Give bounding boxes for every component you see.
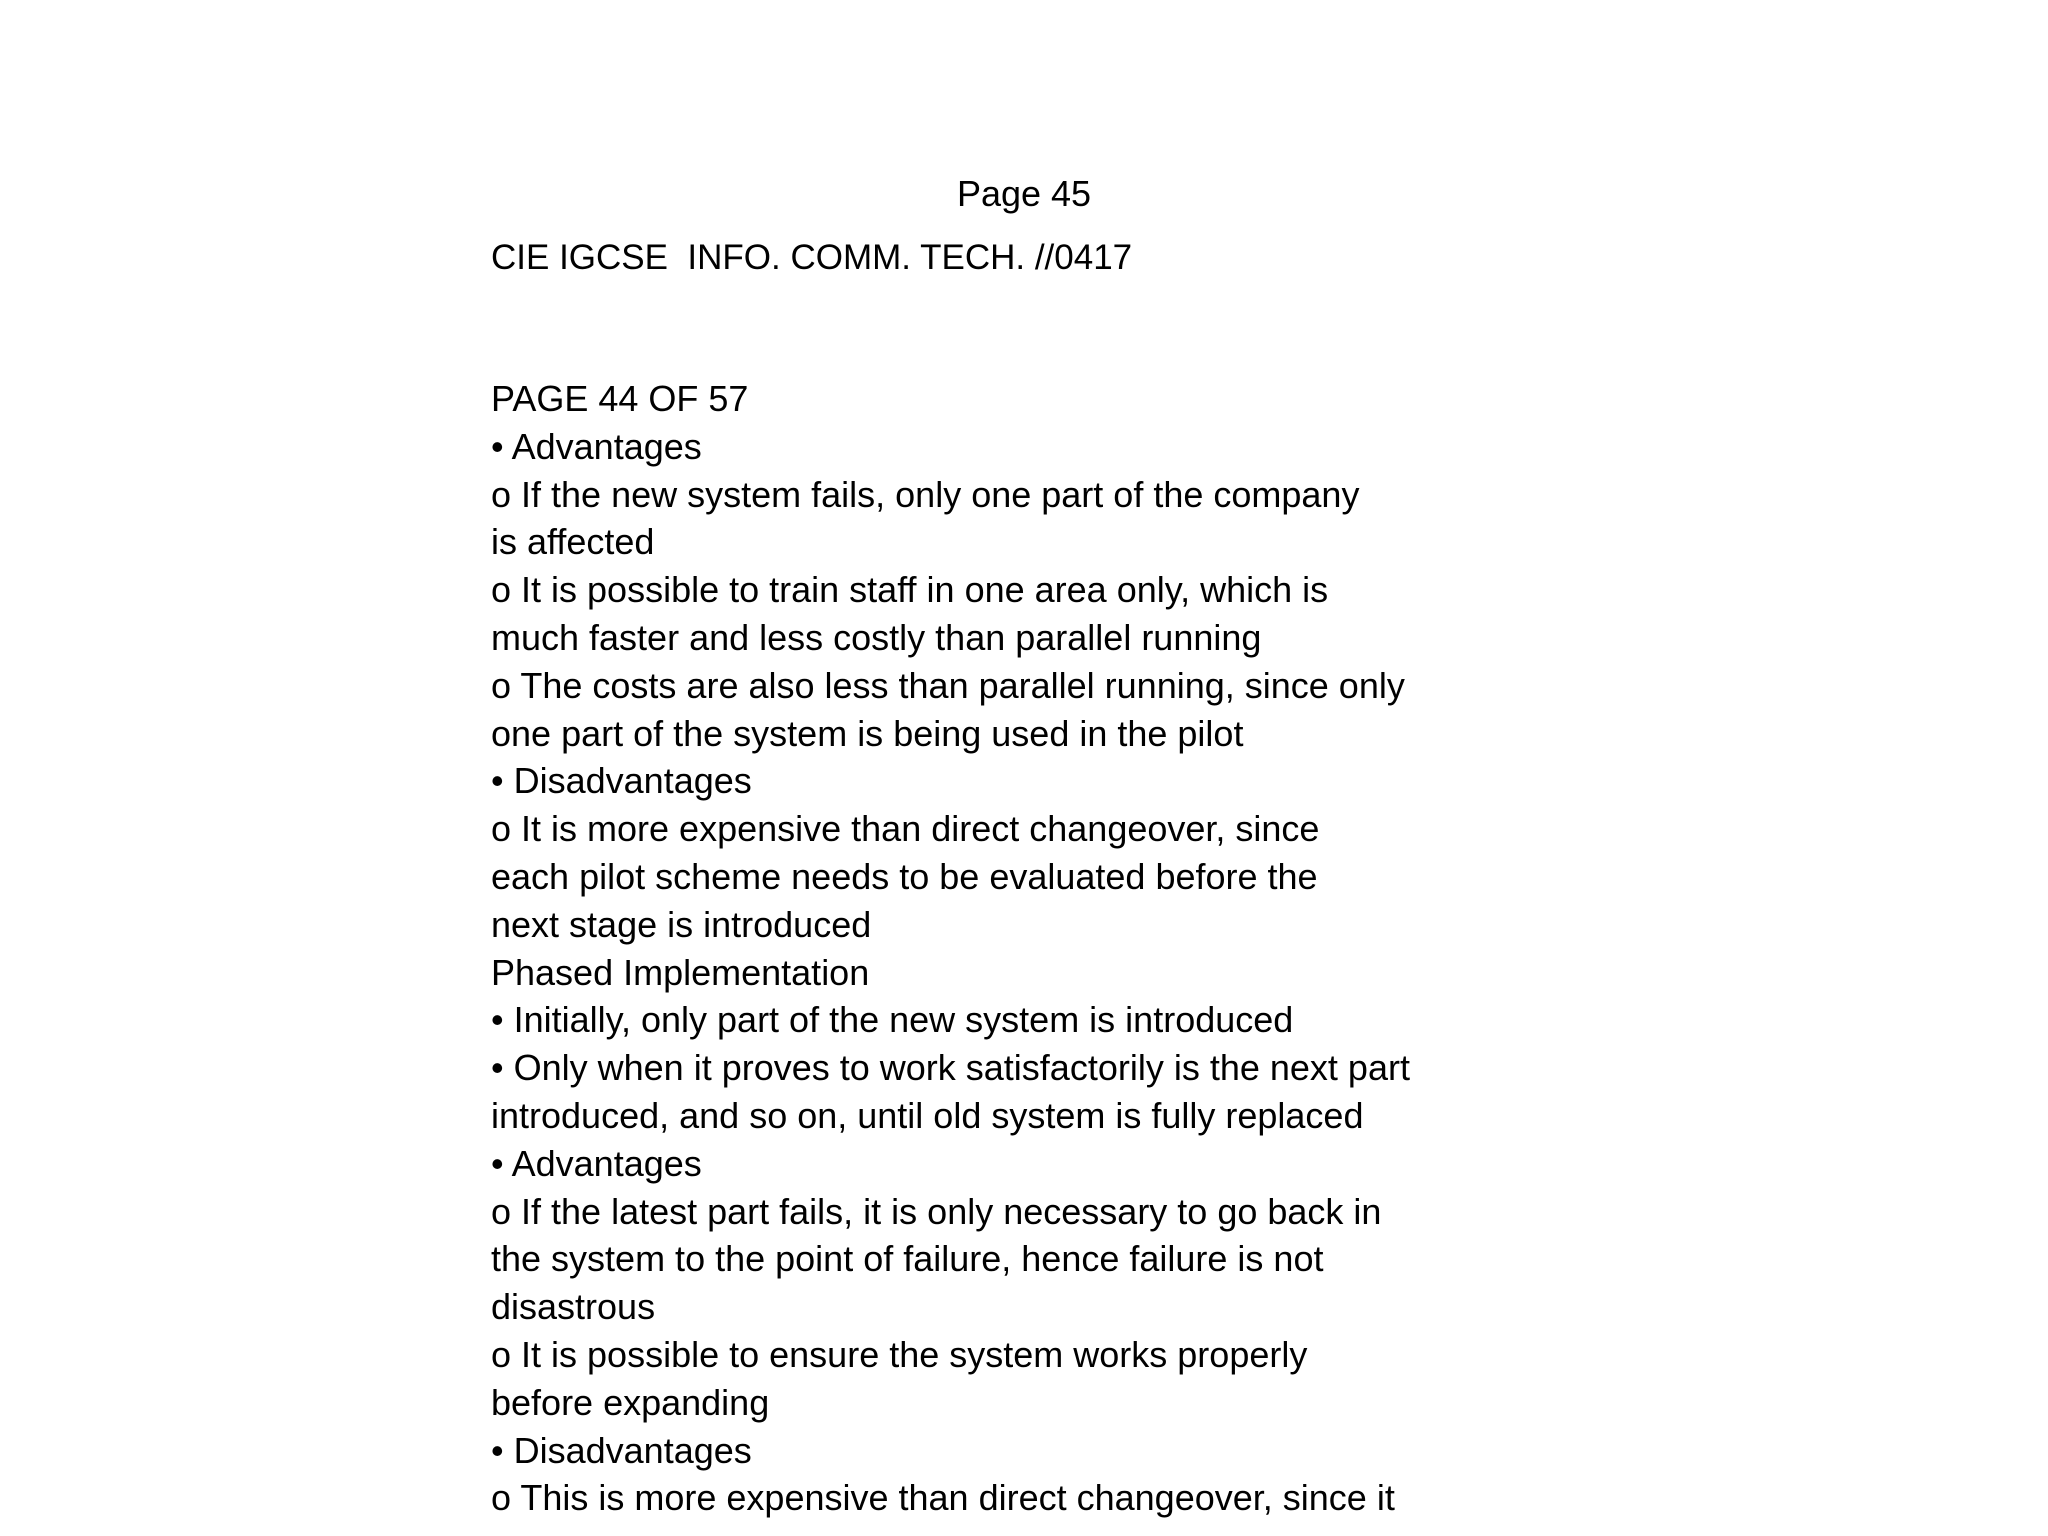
section-heading: Phased Implementation	[491, 951, 870, 993]
text-line: one part of the system is being used in the pilot	[491, 712, 1244, 754]
document-body	[491, 375, 1491, 1522]
text-line: much faster and less costly than parallel running	[491, 616, 1262, 658]
bullet-line: • Only when it proves to work satisfactorily is the next part	[491, 1047, 1410, 1089]
text-line: before expanding	[491, 1381, 770, 1423]
sub-bullet-line: o It is more expensive than direct changeover, since	[491, 808, 1320, 850]
text-line: disastrous	[491, 1286, 656, 1328]
text-line: each pilot scheme needs to be evaluated before the	[491, 855, 1318, 897]
sub-bullet-line: o If the latest part fails, it is only necessary to go back in	[491, 1190, 1382, 1232]
bullet-line: • Initially, only part of the new system is introduced	[491, 999, 1294, 1041]
text-line: next stage is introduced	[491, 903, 872, 945]
text-line: introduced, and so on, until old system is fully replaced	[491, 1094, 1364, 1136]
page-count-line: PAGE 44 OF 57	[491, 378, 749, 419]
bullet-heading: • Advantages	[491, 425, 702, 467]
bullet-heading: • Advantages	[491, 1142, 702, 1184]
bullet-heading: • Disadvantages	[491, 1429, 752, 1471]
sub-bullet-line: o The costs are also less than parallel running, since only	[491, 664, 1405, 706]
bullet-heading: • Disadvantages	[491, 760, 752, 802]
sub-bullet-line: o This is more expensive than direct changeover, since it	[491, 1477, 1395, 1519]
sub-bullet-line: o It is possible to train staff in one area only, which is	[491, 569, 1329, 611]
sub-bullet-line: o It is possible to ensure the system works properly	[491, 1333, 1308, 1375]
text-line: the system to the point of failure, hence failure is not	[491, 1238, 1324, 1280]
text-line: is affected	[491, 521, 655, 563]
document-header: CIE IGCSE INFO. COMM. TECH. //0417	[491, 238, 1133, 277]
page-label: Page 45	[956, 173, 1092, 214]
sub-bullet-line: o If the new system fails, only one part of the company	[491, 473, 1360, 515]
